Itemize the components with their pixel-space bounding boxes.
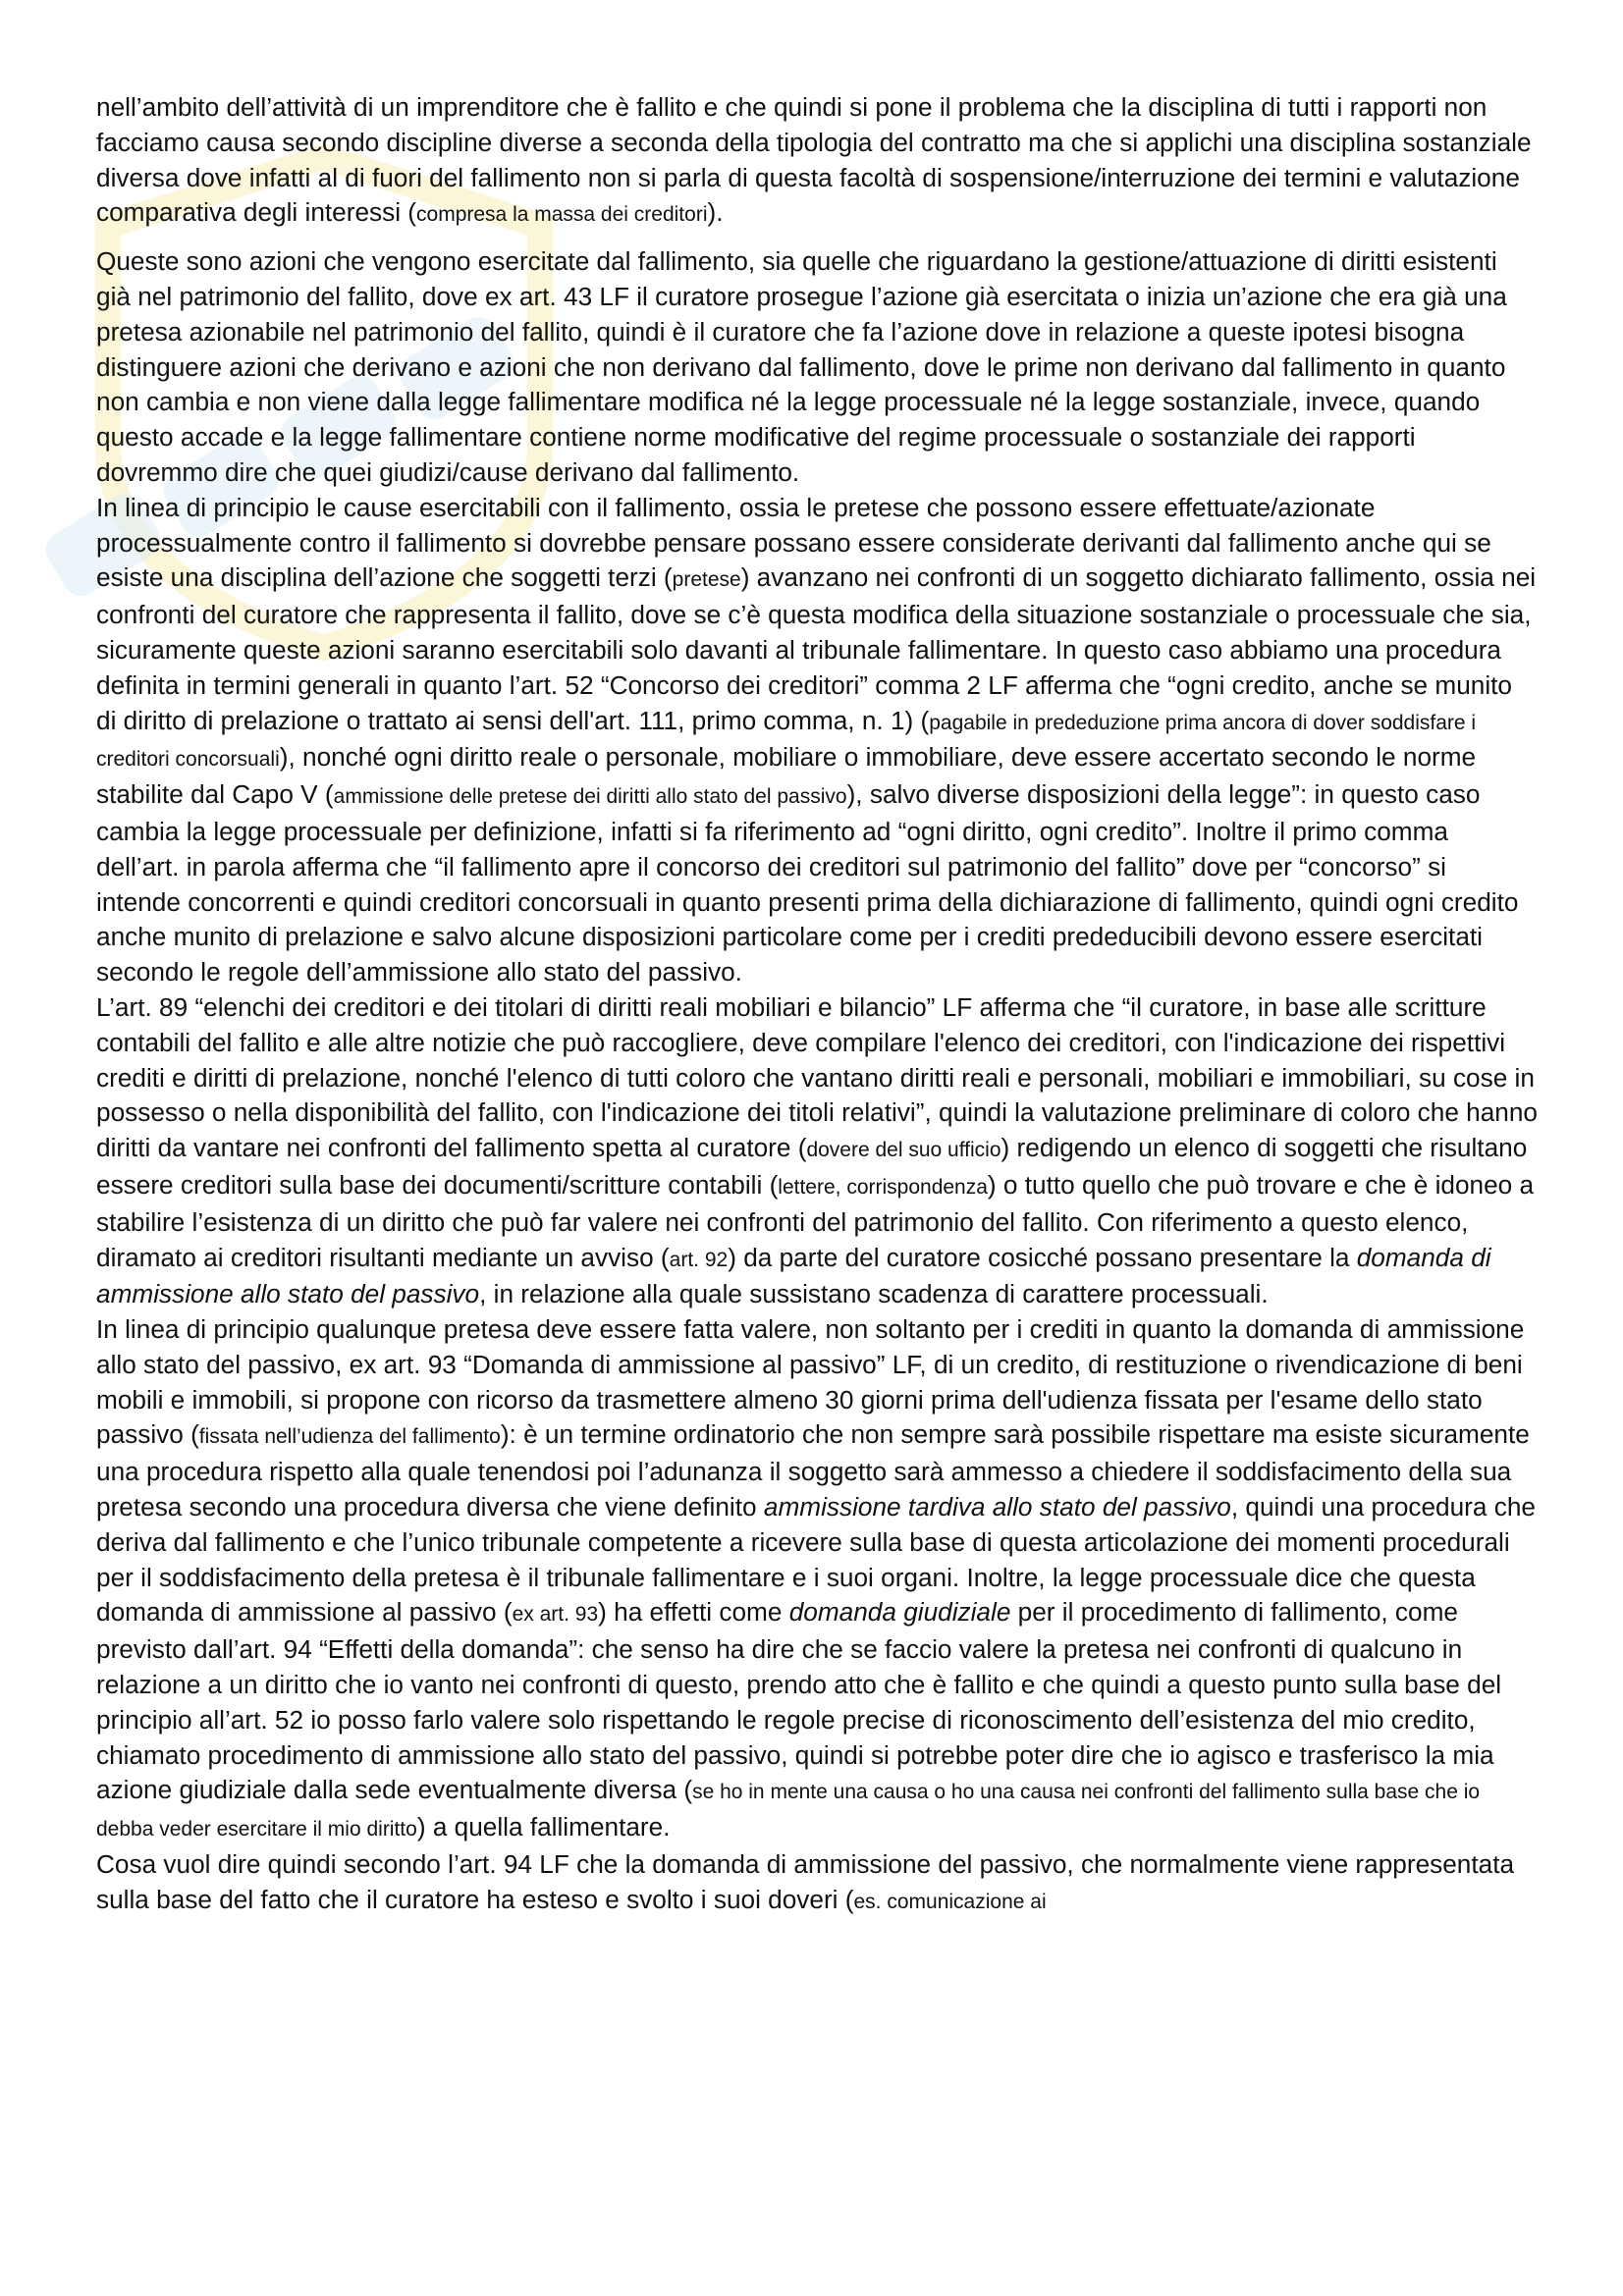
text-run: Queste sono azioni che vengono esercitate dal fallimento, sia quelle che riguardano la gestione/attuazione di diritti esistenti già nel patrimonio del fallito, dove ex art. 43 LF il curatore prosegue l’azione già esercitata o inizia un’azione che era già una pretesa azionabile nel patrimonio del fallito, quindi è il curatore che fa l’azione dove in relazione a queste ipotesi bisogna distinguere azioni che derivano e azioni che non derivano dal fallimento, dove le prime non derivano dal fallimento in quanto non cambia e non viene dalla legge fallimentare modifica né la legge processuale né la legge sostanziale, invece, quando questo accade e la legge fallimentare contiene norme modificative del regime processuale o sostanziale dei rapporti dovremmo dire che quei giudizi/cause derivano dal fallimento.	[96, 246, 1507, 487]
text-run: , quindi una procedura che deriva dal fallimento e che l’unico tribunale competente a ricevere sulla base di questa articolazione dei momenti procedurali per il soddisfacimento della pretesa è il tribunale fallimentare e i suoi organi. Inoltre, la legge processuale dice che questa domanda di ammissione al passivo (	[96, 1492, 1536, 1628]
text-run: ), salvo diverse disposizioni della legge”: in questo caso cambia la legge processuale per definizione, infatti si fa riferimento ad “ogni diritto, ogni credito”. Inoltre il primo comma dell’art. in parola afferma che “il fallimento apre il concorso dei creditori sul patrimonio del fallito” dove per “concorso” si intende concorrenti e quindi creditori concorsuali in quanto presenti prima della dichiarazione di fallimento, quindi ogni credito anche munito di prelazione e salvo alcune disposizioni particolare come per i crediti prededucibili devono essere esercitati secondo le regole dell’ammissione allo stato del passivo.	[96, 779, 1519, 988]
italic-term: ammissione tardiva allo stato del passivo	[763, 1492, 1231, 1522]
italic-term: domanda giudiziale	[788, 1597, 1011, 1628]
text-run: In linea di principio qualunque pretesa deve essere fatta valere, non soltanto per i crediti in quanto la domanda di ammissione allo stato del passivo, ex art. 93 “Domanda di ammissione al passivo” LF, di un credito, di restituzione o rivendicazione di beni mobili e immobili, si propone con ricorso da trasmettere almeno 30 giorni prima dell'udienza fissata per l'esame dello stato passivo (	[96, 1314, 1525, 1450]
paragraph	[96, 491, 1538, 990]
paragraph	[96, 1847, 1538, 1920]
text-run: nell’ambito dell’attività di un imprenditore che è fallito e che quindi si pone il problema che la disciplina di tutti i rapporti non facciamo causa secondo discipline diverse a seconda della tipologia del contratto ma che si applichi una disciplina sostanziale diversa dove infatti al di fuori del fallimento non si parla di questa facoltà di sospensione/interruzione dei termini e valutazione comparativa degli interessi (	[96, 92, 1532, 228]
text-run: Cosa vuol dire quindi secondo l’art. 94 LF che la domanda di ammissione del passivo, che normalmente viene rappresentata sulla base del fatto che il curatore ha esteso e svolto i suoi doveri (	[96, 1849, 1515, 1914]
text-run: ) ha effetti come	[598, 1597, 789, 1628]
parenthetical-note: pretese	[672, 568, 741, 592]
parenthetical-note: ex art. 93	[512, 1603, 599, 1627]
paragraph	[96, 1312, 1538, 1847]
text-run: ) da parte del curatore cosicché possano presentare la	[728, 1242, 1357, 1272]
document-body	[96, 90, 1538, 1920]
text-run: ): è un termine ordinatorio che non sempre sarà possibile rispettare ma esiste sicuramente una procedura rispetto alla quale tenendosi poi l’adunanza il soggetto sarà ammesso a chiedere il soddisfacimento della sua pretesa secondo una procedura diversa che viene definito	[96, 1419, 1530, 1522]
text-run: ), nonché ogni diritto reale o personale, mobiliare o immobiliare, deve essere accertato secondo le norme stabilite dal Capo V (	[96, 742, 1477, 810]
text-run: ) avanzano nei confronti di un soggetto dichiarato fallimento, ossia nei confronti del curatore che rappresenta il fallito, dove se c’è questa modifica della situazione sostanziale o processuale che sia, sicuramente queste azioni saranno esercitabili solo davanti al tribunale fallimentare. In questo caso abbiamo una procedura definita in termini generali in quanto l’art. 52 “Concorso dei creditori” comma 2 LF afferma che “ogni credito, anche se munito di diritto di prelazione o trattato ai sensi dell'art. 111, primo comma, n. 1) (	[96, 562, 1537, 735]
text-run: ) a quella fallimentare.	[416, 1812, 671, 1842]
text-run: ).	[707, 197, 724, 228]
parenthetical-note: art. 92	[669, 1248, 729, 1271]
text-run: ) o tutto quello che può trovare e che è idoneo a stabilire l’esistenza di un diritto che può far valere nei confronti del patrimonio del fallito. Con riferimento a questo elenco, diramato ai creditori risultanti mediante un avviso (	[96, 1169, 1535, 1272]
paragraph	[96, 90, 1538, 233]
paragraph	[96, 244, 1538, 491]
parenthetical-note: ammissione delle pretese dei diritti allo stato del passivo	[333, 785, 847, 809]
parenthetical-note: lettere, corrispondenza	[778, 1175, 988, 1199]
parenthetical-note: se ho in mente una causa o ho una causa nei confronti del fallimento sulla base che io debba veder esercitare il mio diritto	[96, 1781, 1481, 1842]
text-run: L’art. 89 “elenchi dei creditori e dei titolari di diritti reali mobiliari e bilancio” LF afferma che “il curatore, in base alle scritture contabili del fallito e alle altre notizie che può raccogliere, deve compilare l'elenco dei creditori, con l'indicazione dei rispettivi crediti e diritti di prelazione, nonché l'elenco di tutti coloro che vantano diritti reali e personali, mobiliari e immobiliari, su cose in possesso o nella disponibilità del fallito, con l'indicazione dei titoli relativi”, quindi la valutazione preliminare di coloro che hanno diritti da vantare nei confronti del fallimento spetta al curatore (	[96, 991, 1538, 1163]
text-run: ) redigendo un elenco di soggetti che risultano essere creditori sulla base dei documenti/scritture contabili (	[96, 1133, 1528, 1200]
parenthetical-note: compresa la massa dei creditori	[416, 203, 708, 227]
parenthetical-note: dovere del suo ufficio	[806, 1139, 1001, 1162]
parenthetical-note: pagabile in prededuzione prima ancora di dover soddisfare i creditori concorsuali	[96, 711, 1477, 772]
text-run: , in relazione alla quale sussistano scadenza di carattere processuali.	[479, 1279, 1269, 1309]
paragraph	[96, 990, 1538, 1312]
parenthetical-note: es. comunicazione ai	[853, 1890, 1047, 1913]
parenthetical-note: fissata nell’udienza del fallimento	[198, 1425, 501, 1449]
text-run: per il procedimento di fallimento, come previsto dall’art. 94 “Effetti della domanda”: che senso ha dire che se faccio valere la pretesa nei confronti di qualcuno in relazione a un diritto che io vanto nei confronti di questo, prendo atto che è fallito e che quindi a questo punto sulla base del principio all’art. 52 io posso farlo valere solo rispettando le regole precise di riconoscimento dell’esistenza del mio credito, chiamato procedimento di ammissione allo stato del passivo, quindi si potrebbe poter dire che io agisco e trasferisco la mia azione giudiziale dalla sede eventualmente diversa (	[96, 1597, 1502, 1805]
italic-term: domanda di ammissione allo stato del passivo	[96, 1242, 1491, 1309]
text-run: In linea di principio le cause esercitabili con il fallimento, ossia le pretese che possono essere effettuate/azionate processualmente contro il fallimento si dovrebbe pensare possano essere considerate derivanti dal fallimento anche qui se esiste una disciplina dell’azione che soggetti terzi (	[96, 492, 1491, 593]
